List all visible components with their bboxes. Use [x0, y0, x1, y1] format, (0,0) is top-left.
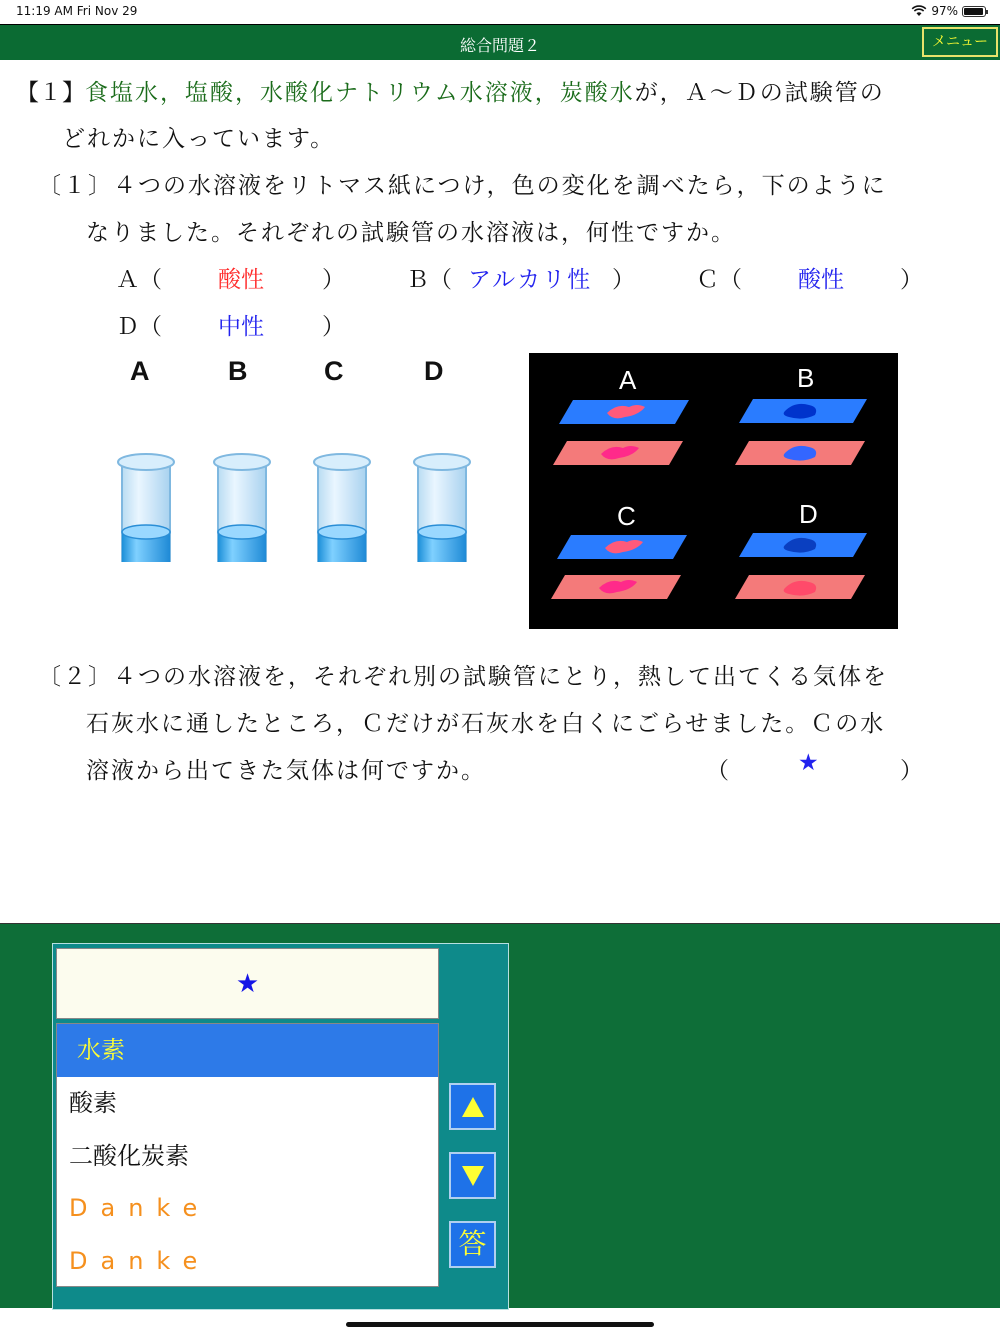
status-time: 11:19 AM Fri Nov 29: [16, 4, 138, 18]
scroll-down-button[interactable]: [449, 1152, 496, 1199]
home-indicator: [346, 1322, 654, 1327]
test-tubes-illustration: [100, 352, 480, 562]
tube-b: [214, 454, 270, 562]
answer-button[interactable]: 答: [449, 1221, 496, 1268]
answer-c-label: Ｃ（: [696, 267, 742, 293]
subquestion2-line1: 〔２〕４つの水溶液を，それぞれ別の試験管にとり，熱して出てくる気体を: [38, 664, 888, 690]
answer-a-value[interactable]: 酸性: [218, 267, 264, 293]
up-arrow-icon: [462, 1097, 484, 1117]
question-intro-line1: [16, 74, 885, 107]
down-arrow-icon: [462, 1166, 484, 1186]
choice-item-carbon-dioxide[interactable]: 二酸化炭素: [69, 1141, 189, 1170]
choice-item-danke-1[interactable]: Danke: [69, 1194, 211, 1223]
choice-item-hydrogen[interactable]: 水素: [57, 1024, 438, 1077]
tube-c: [314, 454, 370, 562]
answer-a-label: Ａ（: [116, 267, 162, 293]
wifi-icon: [911, 5, 927, 17]
answer-q2-star[interactable]: ★: [798, 750, 819, 776]
choice-item-oxygen[interactable]: 酸素: [69, 1088, 117, 1117]
subquestion2-line2: 石灰水に通したところ，Ｃだけが石灰水を白くにごらせました。Ｃの水: [86, 711, 886, 737]
tube-label-d: D: [424, 356, 444, 386]
litmus-label-b: B: [797, 363, 815, 393]
question-number: 【１】: [16, 80, 85, 106]
status-right: [911, 4, 986, 18]
menu-button[interactable]: メニュー: [922, 27, 998, 57]
tube-d: [414, 454, 470, 562]
answer-q2-close: ）: [900, 758, 923, 784]
choice-list[interactable]: [56, 1023, 439, 1287]
answer-c-value[interactable]: 酸性: [798, 267, 844, 293]
page-title: 総合問題２: [459, 36, 540, 55]
answer-b-label: Ｂ（: [406, 267, 452, 293]
answer-b-close: ）: [612, 267, 635, 293]
answer-c-close: ）: [900, 267, 923, 293]
litmus-drawing: [529, 353, 898, 629]
answer-d-close: ）: [322, 314, 345, 340]
answer-q2-open: （: [706, 758, 729, 784]
subquestion1-line2: なりました。それぞれの試験管の水溶液は，何性ですか。: [86, 220, 736, 246]
test-tubes-drawing: [100, 352, 480, 562]
status-bar: [0, 0, 1000, 24]
substances-list: 食塩水，塩酸，水酸化ナトリウム水溶液，炭酸水: [85, 80, 635, 106]
answer-d-value[interactable]: 中性: [218, 314, 264, 340]
battery-percent: 97%: [931, 4, 958, 18]
tube-label-c: C: [324, 356, 344, 386]
litmus-label-a: A: [619, 365, 637, 395]
choice-item-danke-2[interactable]: Danke: [69, 1247, 211, 1276]
answer-b-value[interactable]: アルカリ性: [468, 267, 593, 293]
litmus-label-c: C: [617, 501, 636, 531]
litmus-label-d: D: [799, 499, 818, 529]
subquestion1-line1: 〔１〕４つの水溶液をリトマス紙につけ，色の変化を調べたら，下のように: [38, 173, 887, 199]
answer-a-close: ）: [322, 267, 345, 293]
tube-label-b: B: [228, 356, 248, 386]
question-intro-line2: どれかに入っています。: [62, 126, 336, 152]
litmus-results-panel: [529, 353, 898, 629]
scroll-up-button[interactable]: [449, 1083, 496, 1130]
current-answer-box[interactable]: ★: [56, 948, 439, 1019]
tube-a: [118, 454, 174, 562]
intro-rest: が，Ａ～Ｄの試験管の: [634, 80, 885, 106]
battery-icon: [962, 6, 986, 17]
tube-label-a: A: [130, 356, 150, 386]
question-area: [0, 60, 1000, 923]
subquestion2-line3: 溶液から出てきた気体は何ですか。: [86, 758, 486, 784]
answer-d-label: Ｄ（: [116, 314, 162, 340]
answer-panel: [0, 923, 1000, 1308]
title-bar: [0, 24, 1000, 60]
